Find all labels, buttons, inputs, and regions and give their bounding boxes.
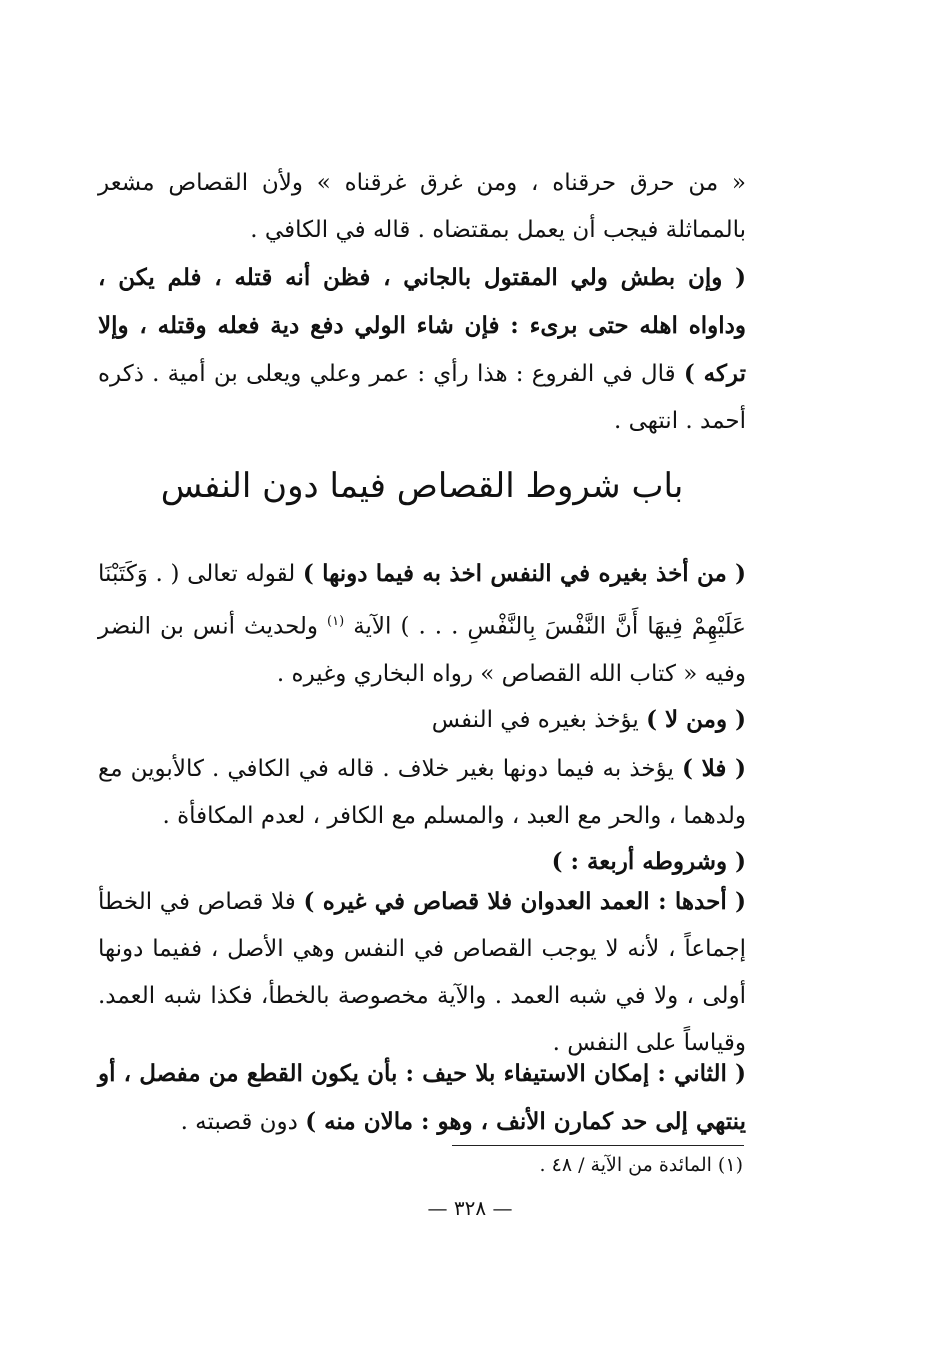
- sharh-text: ) الآية: [353, 613, 410, 640]
- matn-text: ( وشروطه أربعة : ): [551, 848, 746, 875]
- quran-verse: وَكَتَبْنَا عَلَيْهِمْ فِيهَا أَنَّ النَّفْسَ بِالنَّفْسِ . . .: [98, 561, 747, 640]
- matn-text: ( من أخذ بغيره في النفس اخذ به فيما دونها ): [302, 560, 747, 587]
- paragraph-1: [98, 160, 746, 254]
- matn-text: ( وإن بطش ولي المقتول بالجاني ، فظن أنه قتله ، فلم يكن ، وداواه اهله حتى برىء : فإن شاء الولي دفع دية فعله وقتله ، وإلا تركه ): [98, 264, 747, 387]
- footnote-divider: [452, 1145, 744, 1146]
- sharh-text: لقوله تعالى ( .: [155, 561, 296, 587]
- sharh-text: ولحديث أنس بن النضر وفيه « كتاب الله القصاص » رواه البخاري وغيره .: [98, 613, 746, 687]
- matn-text: ( فلا ): [681, 755, 747, 782]
- paragraph-2: [98, 254, 746, 445]
- footnote-reference: (١): [327, 614, 345, 629]
- sharh-text: يؤخذ به فيما دونها بغير خلاف . قاله في الكافي . كالأبوين مع ولدهما ، والحر مع العبد ، والمسلم مع الكافر ، لعدم المكافأة .: [98, 756, 746, 829]
- paragraph-5: [98, 745, 746, 840]
- sharh-text: قال في الفروع : هذا رأي : عمر وعلي ويعلى بن أمية . ذكره أحمد . انتهى .: [98, 361, 746, 434]
- sharh-text: دون قصبته .: [180, 1109, 298, 1135]
- matn-text: ( أحدها : العمد العدوان فلا قصاص في غيره ): [303, 888, 746, 915]
- footnote: (١) المائدة من الآية / ٤٨ .: [539, 1154, 743, 1176]
- chapter-heading: باب شروط القصاص فيما دون النفس: [160, 466, 684, 506]
- paragraph-3: [98, 550, 746, 698]
- sharh-text: فلا قصاص في الخطأ إجماعاً ، لأنه لا يوجب القصاص في النفس وهي الأصل ، ففيما دونها أولى ، ولا في شبه العمد . والآية مخصوصة بالخطأ، فكذا شبه العمد. وقياساً على النفس .: [98, 889, 746, 1056]
- paragraph-1-text: « من حرق حرقناه ، ومن غرق غرقناه » ولأن القصاص مشعر بالمماثلة فيجب أن يعمل بمقتضاه . قاله في الكافي .: [98, 170, 746, 243]
- matn-text: ( الثاني : إمكان الاستيفاء بلا حيف : بأن يكون القطع من مفصل ، أو ينتهي إلى حد كمارن الأنف ، وهو : مالان منه ): [98, 1060, 746, 1135]
- paragraph-7: [98, 878, 746, 1067]
- paragraph-4: [98, 696, 746, 744]
- page-number: — ٣٢٨ —: [427, 1196, 513, 1220]
- matn-text: ( ومن لا ): [646, 706, 746, 733]
- paragraph-8: [98, 1050, 746, 1146]
- sharh-text: يؤخذ بغيره في النفس: [431, 707, 639, 733]
